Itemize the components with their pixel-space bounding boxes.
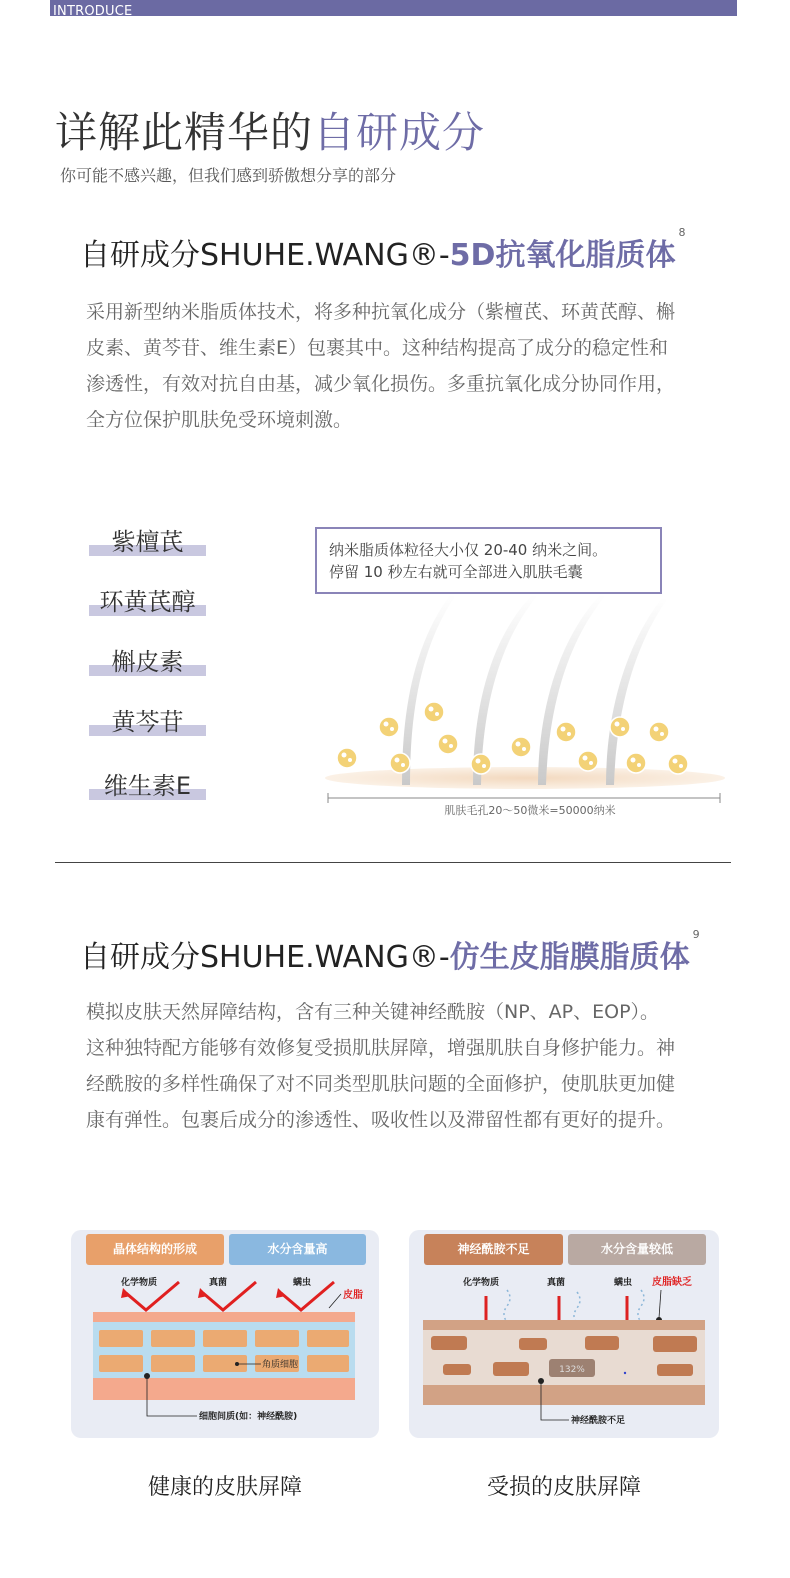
liposome-particle xyxy=(556,722,576,742)
liposome-particle xyxy=(649,722,669,742)
liposome-follicle-illustration xyxy=(310,590,740,830)
label-chemicals: 化学物质 xyxy=(121,1278,158,1288)
sebum-layer xyxy=(93,1312,355,1322)
ingredient-tag xyxy=(89,640,206,680)
ingredient-tag xyxy=(89,764,206,804)
label-sebum: 皮脂 xyxy=(343,1290,363,1301)
liposome-particle xyxy=(337,748,357,768)
liposome-particle xyxy=(511,737,531,757)
label-fungi: 真菌 xyxy=(547,1278,566,1288)
ceramide-lack-tab: 神经酰胺不足 xyxy=(424,1234,563,1265)
ingredient-tag xyxy=(89,580,206,620)
ingredient-tag xyxy=(89,700,206,740)
callout-line-1: 纳米脂质体粒径大小仅 20-40 纳米之间。 xyxy=(329,541,608,559)
label-mites: 螨虫 xyxy=(614,1278,633,1288)
lower-layer xyxy=(93,1378,355,1400)
low-moisture-tab: 水分含量较低 xyxy=(568,1234,706,1265)
section1-title-plain: 自研成分SHUHE.WANG®- xyxy=(80,238,450,273)
page-title-plain: 详解此精华的 xyxy=(55,108,314,157)
ingredient-tag xyxy=(89,520,206,560)
hair-strand xyxy=(402,595,456,785)
ingredient-label: 紫檀芪 xyxy=(111,528,184,556)
damaged-lower-layer xyxy=(423,1385,705,1405)
healthy-barrier-card xyxy=(71,1230,379,1438)
ingredient-label: 维生素E xyxy=(103,772,192,800)
ingredient-label: 槲皮素 xyxy=(111,648,184,676)
section2-body: 模拟皮肤天然屏障结构，含有三种关键神经酰胺（NP、AP、EOP）。这种独特配方能够有效修复受损肌肤屏障，增强肌肤自身修护能力。神经酰胺的多样性确保了对不同类型肌肤问题的全面修护，使肌肤更加健康有弹性。包裹后成分的渗透性、吸收性以及滞留性都有更好的提升。 xyxy=(86,1001,676,1131)
liposome-particle xyxy=(471,754,491,774)
label-ceramide-lack: 神经酰胺不足 xyxy=(571,1416,626,1426)
skin-surface xyxy=(325,767,725,789)
healthy-barrier-caption: 健康的皮肤屏障 xyxy=(147,1475,302,1500)
damaged-barrier-caption: 受损的皮肤屏障 xyxy=(486,1475,641,1500)
section1-body: 采用新型纳米脂质体技术，将多种抗氧化成分（紫檀芪、环黄芪醇、槲皮素、黄芩苷、维生素E）包裹其中。这种结构提高了成分的稳定性和渗透性，有效对抗自由基，减少氧化损伤。多重抗氧化成分协同作用，全方位保护肌肤免受环境刺激。 xyxy=(86,301,676,431)
nano-callout-box xyxy=(315,527,662,594)
intro-tag-bar xyxy=(50,0,737,19)
section2-title-plain: 自研成分SHUHE.WANG®- xyxy=(80,940,450,975)
liposome-particle xyxy=(438,734,458,754)
crystal-structure-tab: 晶体结构的形成 xyxy=(86,1234,224,1265)
section1-title xyxy=(80,226,686,274)
liposome-particle xyxy=(668,754,688,774)
scale-label: 肌肤毛孔20～50微米=50000纳米 xyxy=(444,804,616,817)
damaged-upper-layer xyxy=(423,1320,705,1330)
label-chemicals: 化学物质 xyxy=(463,1278,500,1288)
section2-title xyxy=(80,928,700,976)
label-keratinocyte: 角质细胞 xyxy=(262,1360,299,1370)
zoom-label: 132% xyxy=(559,1365,585,1375)
liposome-particle xyxy=(610,717,630,737)
ingredient-label: 环黄芪醇 xyxy=(99,588,196,616)
label-sebum-lack: 皮脂缺乏 xyxy=(652,1277,692,1288)
page-title xyxy=(55,100,485,160)
ingredient-label: 黄芩苷 xyxy=(111,708,184,736)
label-fungi: 真菌 xyxy=(209,1278,228,1288)
section1-footnote: 8 xyxy=(678,226,686,239)
page-title-accent: 自研成分 xyxy=(313,108,486,157)
liposome-particle xyxy=(379,717,399,737)
section-divider xyxy=(55,862,731,863)
liposome-particle xyxy=(578,751,598,771)
callout-line-2: 停留 10 秒左右就可全部进入肌肤毛囊 xyxy=(329,563,583,581)
section2-title-accent: 仿生皮脂膜脂质体 xyxy=(449,940,690,975)
high-moisture-tab: 水分含量高 xyxy=(229,1234,366,1265)
section1-title-accent: 5D抗氧化脂质体 xyxy=(449,238,676,273)
label-intercellular: 细胞间质(如：神经酰胺) xyxy=(199,1412,298,1422)
damaged-barrier-diagram xyxy=(409,1230,719,1438)
liposome-particle xyxy=(626,753,646,773)
damaged-barrier-card xyxy=(409,1230,719,1438)
intro-tag-label: INTRODUCE xyxy=(53,4,133,19)
liposome-particle xyxy=(424,702,444,722)
section2-footnote: 9 xyxy=(692,928,700,941)
page-subtitle: 你可能不感兴趣，但我们感到骄傲想分享的部分 xyxy=(60,166,397,185)
healthy-barrier-diagram xyxy=(71,1230,379,1438)
label-mites: 螨虫 xyxy=(293,1278,312,1288)
liposome-particle xyxy=(390,753,410,773)
